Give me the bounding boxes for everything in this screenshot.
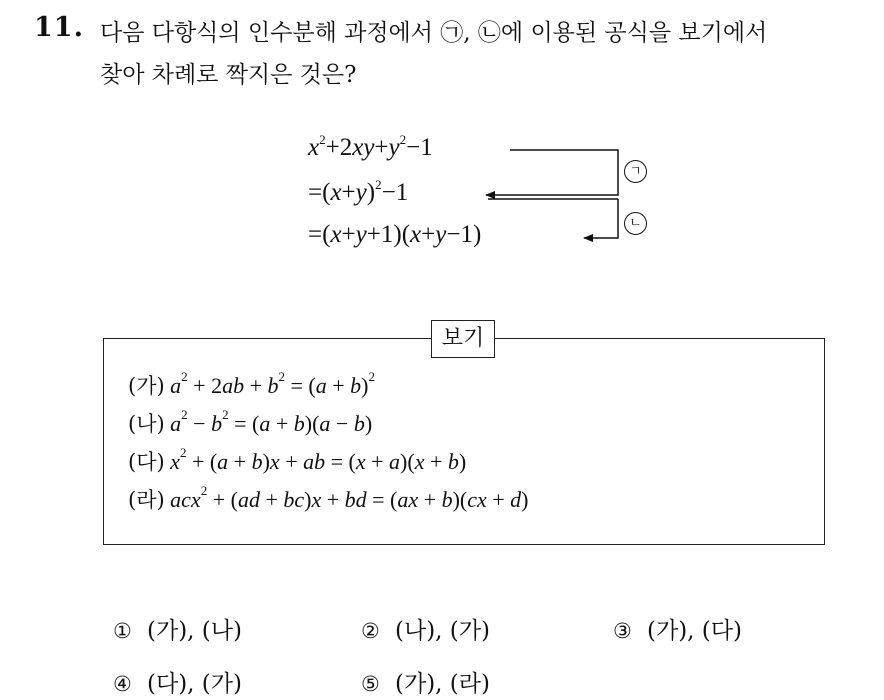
choice-4[interactable]: ④ (다), (가) [113,671,242,697]
choice-2[interactable]: ② (나), (가) [361,618,490,644]
derivation-line-1: $x^2+2xy+y^2-1$ [308,132,433,161]
choice-1[interactable]: ① (가), (나) [113,618,242,644]
arrow-step-2 [584,199,618,238]
bogi-item-na: (나) $a^2 - b^2 = (a + b)(a - b)$ [128,407,373,436]
choice-5[interactable]: ⑤ (가), (라) [361,671,490,697]
choice-3[interactable]: ③ (가), (다) [613,618,742,644]
question-text-line-2: 찾아 차례로 짝지은 것은? [100,62,357,88]
bogi-title: 보기 [431,320,495,358]
marker-giyeok: ㄱ [624,160,647,183]
bogi-item-ra: (라) acx$^2$ + (ad + bc)x + bd = (ax + b)(cx + d) [128,483,529,512]
question-number: 11. [34,12,84,43]
derivation-arrows [0,0,884,300]
arrow-step-1 [486,150,618,195]
bogi-item-ga: (가) $a^2 + 2ab + b^2 = (a + b)^2$ [128,369,375,398]
question-text-line-1: 다음 다항식의 인수분해 과정에서 ㉠, ㉡에 이용된 공식을 보기에서 [100,20,768,46]
marker-nieun: ㄴ [624,212,647,235]
derivation-line-3: =(x+y+1)(x+y−1) [308,221,482,248]
derivation-line-2: $=(x+y)^2-1$ [308,177,409,206]
bogi-item-da: (다) $x^2 + (a + b)x$ + ab = (x + a)(x + b) [128,445,467,474]
